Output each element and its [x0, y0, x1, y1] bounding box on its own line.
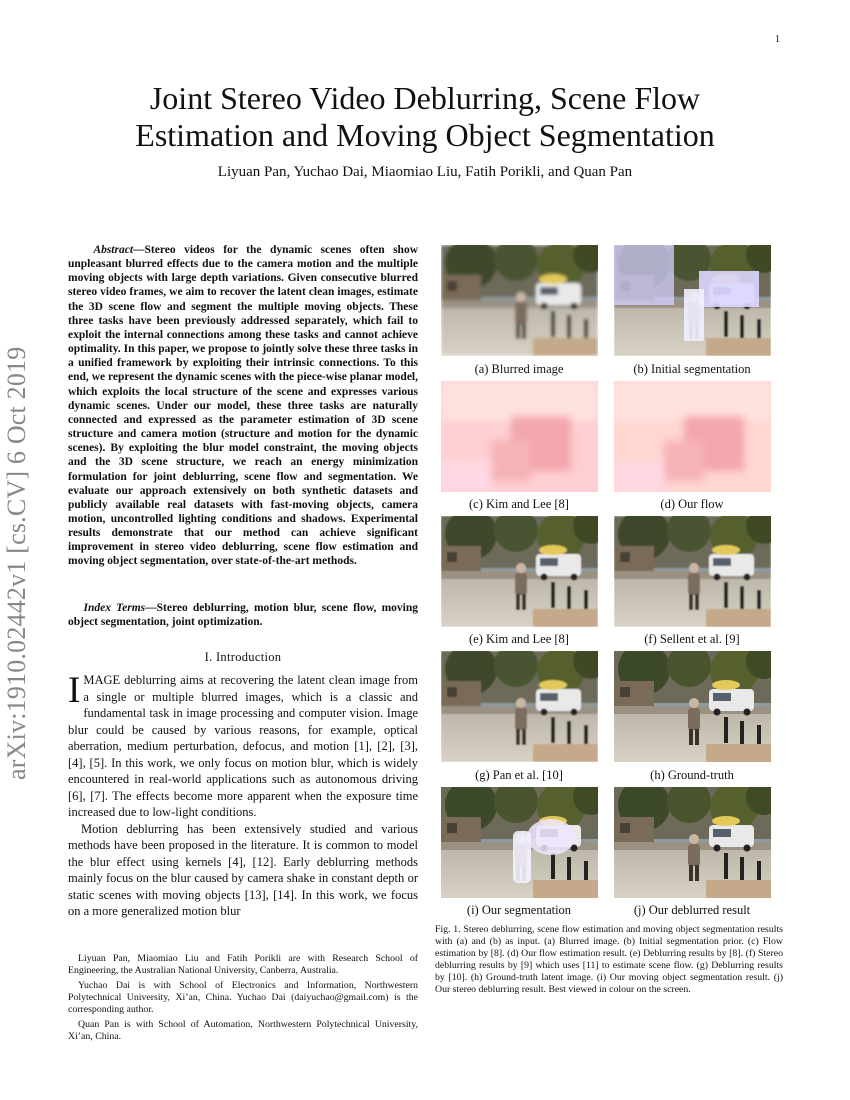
figure-panel-label: (f) Sellent et al. [9] [644, 632, 740, 646]
intro-paragraph-1-text: MAGE deblurring aims at recovering the latent clean image from a single or multiple blurred images, which is a classic and fundamental task in image processing and computer vision. Image blur could be caused by various reasons, for example, optical aberration, medium perturbation, defocus, and motion [1], [2], [3], [4], [5]. In this work, we only focus on motion blur, which is widely encountered in real-world applications such as autonomous driving [6], [7]. The effects become more apparent when the exposure time increased due to low-light conditions. [68, 673, 418, 819]
introduction-body [68, 672, 418, 920]
figure-panel-h [614, 651, 771, 762]
drop-cap: I [68, 670, 81, 711]
figure-panel-g [441, 651, 598, 762]
figure-panel-label: (g) Pan et al. [10] [475, 768, 563, 782]
intro-paragraph-2: Motion deblurring has been extensively studied and various methods have been proposed in the literature. It is common to model the blur effect using kernels [4], [12]. Early deblurring methods mainly focus on the blur caused by camera shake in constant depth or static scenes with moving objects [13], [14]. In this work, we focus on a more generalized motion blur [68, 821, 418, 918]
page-number: 1 [775, 34, 780, 45]
arxiv-identifier: arXiv:1910.02442v1 [cs.CV] 6 Oct 2019 [2, 346, 31, 780]
index-terms: Index Terms—Stereo deblurring, motion blur, scene flow, moving object segmentation, joint optimization. [68, 602, 418, 629]
figure-caption: Fig. 1. Stereo deblurring, scene flow estimation and moving object segmentation results with (a) and (b) as input. (a) Blurred image. (b) Initial segmentation prior. (c) Flow estimation by [8]. (d) Our flow estimation result. (e) Deblurring results by [8]. (f) Stereo deblurring results by [9] which uses [11] to estimate scene flow. (g) Deblurring results by [10]. (h) Ground-truth latent image. (i) Our moving object segmentation result. (j) Our stereo deblurring result. Best viewed in colour on the screen. [435, 924, 783, 995]
title-line-2: Estimation and Moving Object Segmentation [135, 117, 715, 153]
index-terms-label: Index Terms [83, 602, 146, 614]
figure-panel-label: (b) Initial segmentation [633, 362, 751, 376]
abstract-text: Stereo videos for the dynamic scenes often show unpleasant blurred effects due to the camera motion and the multiple moving objects with large depth variations. Given consecutive blurred stereo video frames, we aim to recover the latent clean images, estimate the 3D scene flow and segment the multiple moving objects. These three tasks have been previously addressed separately, which fail to exploit the internal connections among these tasks and cannot achieve optimality. In this paper, we propose to jointly solve these three tasks in a unified framework by exploiting their intrinsic connections. To this end, we represent the dynamic scenes with the piece-wise planar model, which exploits the local structure of the scene and expresses various dynamic scenes. Under our model, these three tasks are naturally connected and expressed as the parameter estimation of 3D scene structure and camera motion (structure and motion for the dynamic scenes). By exploiting the blur model constraint, the moving objects and the 3D scene structure, we reach an energy minimization formulation for joint deblurring, scene flow and segmentation. We evaluate our approach extensively on both synthetic datasets and publicly available real datasets with fast-moving objects, camera motion, uncontrolled lighting conditions and shadows. Experimental results demonstrate that our method can achieve significant improvement in stereo video deblurring, scene flow estimation and moving object segmentation, over state-of-the-art methods. [68, 244, 419, 568]
figure-panel-b [614, 245, 771, 356]
figure-panel-e [441, 516, 598, 627]
footnotes [68, 953, 418, 1046]
section-heading-introduction: I. Introduction [204, 650, 282, 664]
figure-panel-label: (i) Our segmentation [466, 903, 572, 917]
figure-panel-label: (j) Our deblurred result [633, 903, 751, 917]
footnote-affiliation-anu: Liyuan Pan, Miaomiao Liu and Fatih Porikli are with Research School of Engineering, the Australian National University, Canberra, Australia. [68, 953, 418, 976]
footnote-affiliation-automation: Quan Pan is with School of Automation, Northwestern Polytechnical University, Xi’an, China. [68, 1019, 418, 1042]
footnote-affiliation-nwpu: Yuchao Dai is with School of Electronics and Information, Northwestern Polytechnical University, Xi’an, China. Yuchao Dai (daiyuchao@gmail.com) is the corresponding author. [68, 980, 418, 1015]
figure-panel-a [441, 245, 598, 356]
title-line-1: Joint Stereo Video Deblurring, Scene Flow [149, 80, 701, 116]
figure-panel-c [441, 381, 598, 492]
figure-panel-i [441, 787, 598, 898]
figure-panel-d [614, 381, 771, 492]
intro-paragraph-1 [68, 672, 418, 821]
abstract-label: Abstract [93, 244, 134, 256]
figure-panel-label: (d) Our flow [660, 497, 724, 511]
author-list: Liyuan Pan, Yuchao Dai, Miaomiao Liu, Fatih Porikli, and Quan Pan [217, 164, 633, 180]
abstract: Abstract—Stereo videos for the dynamic scenes often show unpleasant blurred effects due to the camera motion and the multiple moving objects with large depth variations. Given consecutive blurred stereo video frames, we aim to recover the latent clean images, estimate the 3D scene flow and segment the multiple moving objects. These three tasks have been previously addressed separately, which fail to exploit the internal connections among these tasks and cannot achieve optimality. In this paper, we propose to jointly solve these three tasks in a unified framework by exploiting their intrinsic connections. To this end, we represent the dynamic scenes with the piece-wise planar model, which exploits the local structure of the scene and expresses various dynamic scenes. Under our model, these three tasks are naturally connected and expressed as the parameter estimation of 3D scene structure and camera motion (structure and motion for the dynamic scenes). By exploiting the blur model constraint, the moving objects and the 3D scene structure, we reach an energy minimization formulation for joint deblurring, scene flow and segmentation. We evaluate our approach extensively on both synthetic datasets and publicly available real datasets with fast-moving objects, camera motion, uncontrolled lighting conditions and shadows. Experimental results demonstrate that our method can achieve significant improvement in stereo video deblurring, scene flow estimation and moving object segmentation, over state-of-the-art methods. [68, 244, 419, 568]
figure-panel-label: (h) Ground-truth [650, 768, 734, 782]
figure-panel-f [614, 516, 771, 627]
paper-title [0, 80, 850, 154]
figure-panel-j [614, 787, 771, 898]
figure-panel-label: (c) Kim and Lee [8] [469, 497, 569, 511]
figure-panel-label: (e) Kim and Lee [8] [469, 632, 569, 646]
figure-panel-label: (a) Blurred image [474, 362, 564, 376]
index-terms-text: Stereo deblurring, motion blur, scene flow, moving object segmentation, joint optimization. [68, 602, 418, 629]
